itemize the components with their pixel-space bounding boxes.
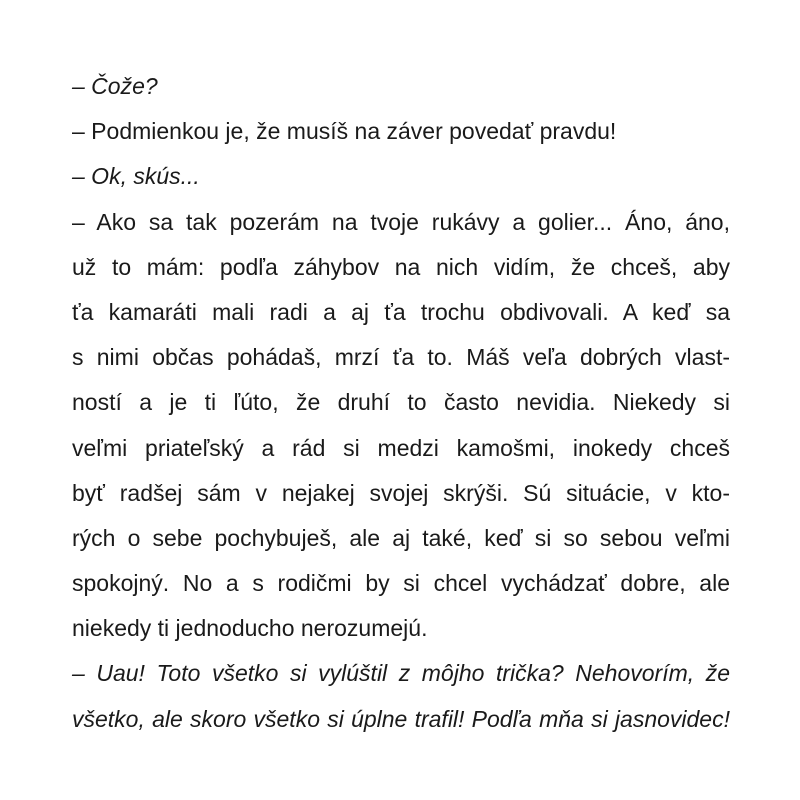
text-line: ností a je ti ľúto, že druhí to často nevidia. Niekedy si: [72, 389, 730, 416]
text-page: [72, 64, 730, 742]
text-line: – Podmienkou je, že musíš na záver povedať pravdu!: [72, 118, 617, 145]
text-line: – Ok, skús...: [72, 163, 200, 190]
text-line: – Ako sa tak pozerám na tvoje rukávy a golier... Áno, áno,: [72, 208, 730, 235]
text-line: s nimi občas pohádaš, mrzí ťa to. Máš veľa dobrých vlast-: [72, 344, 730, 371]
text-line: všetko, ale skoro všetko si úplne trafil! Podľa mňa si jasnovidec!: [72, 705, 730, 732]
text-line: ťa kamaráti mali radi a aj ťa trochu obdivovali. A keď sa: [72, 298, 730, 325]
text-line: veľmi priateľský a rád si medzi kamošmi, inokedy chceš: [72, 434, 730, 461]
text-line: – Čože?: [72, 73, 158, 99]
text-line: rých o sebe pochybuješ, ale aj také, keď si so sebou veľmi: [72, 524, 730, 551]
text-line: niekedy ti jednoducho nerozumejú.: [72, 615, 428, 642]
text-line: spokojný. No a s rodičmi by si chcel vychádzať dobre, ale: [72, 570, 730, 597]
text-line: už to mám: podľa záhybov na nich vidím, že chceš, aby: [72, 253, 730, 280]
text-line: – Uau! Toto všetko si vylúštil z môjho trička? Nehovorím, že: [72, 660, 730, 687]
text-line: byť radšej sám v nejakej svojej skrýši. Sú situácie, v kto-: [72, 479, 730, 506]
